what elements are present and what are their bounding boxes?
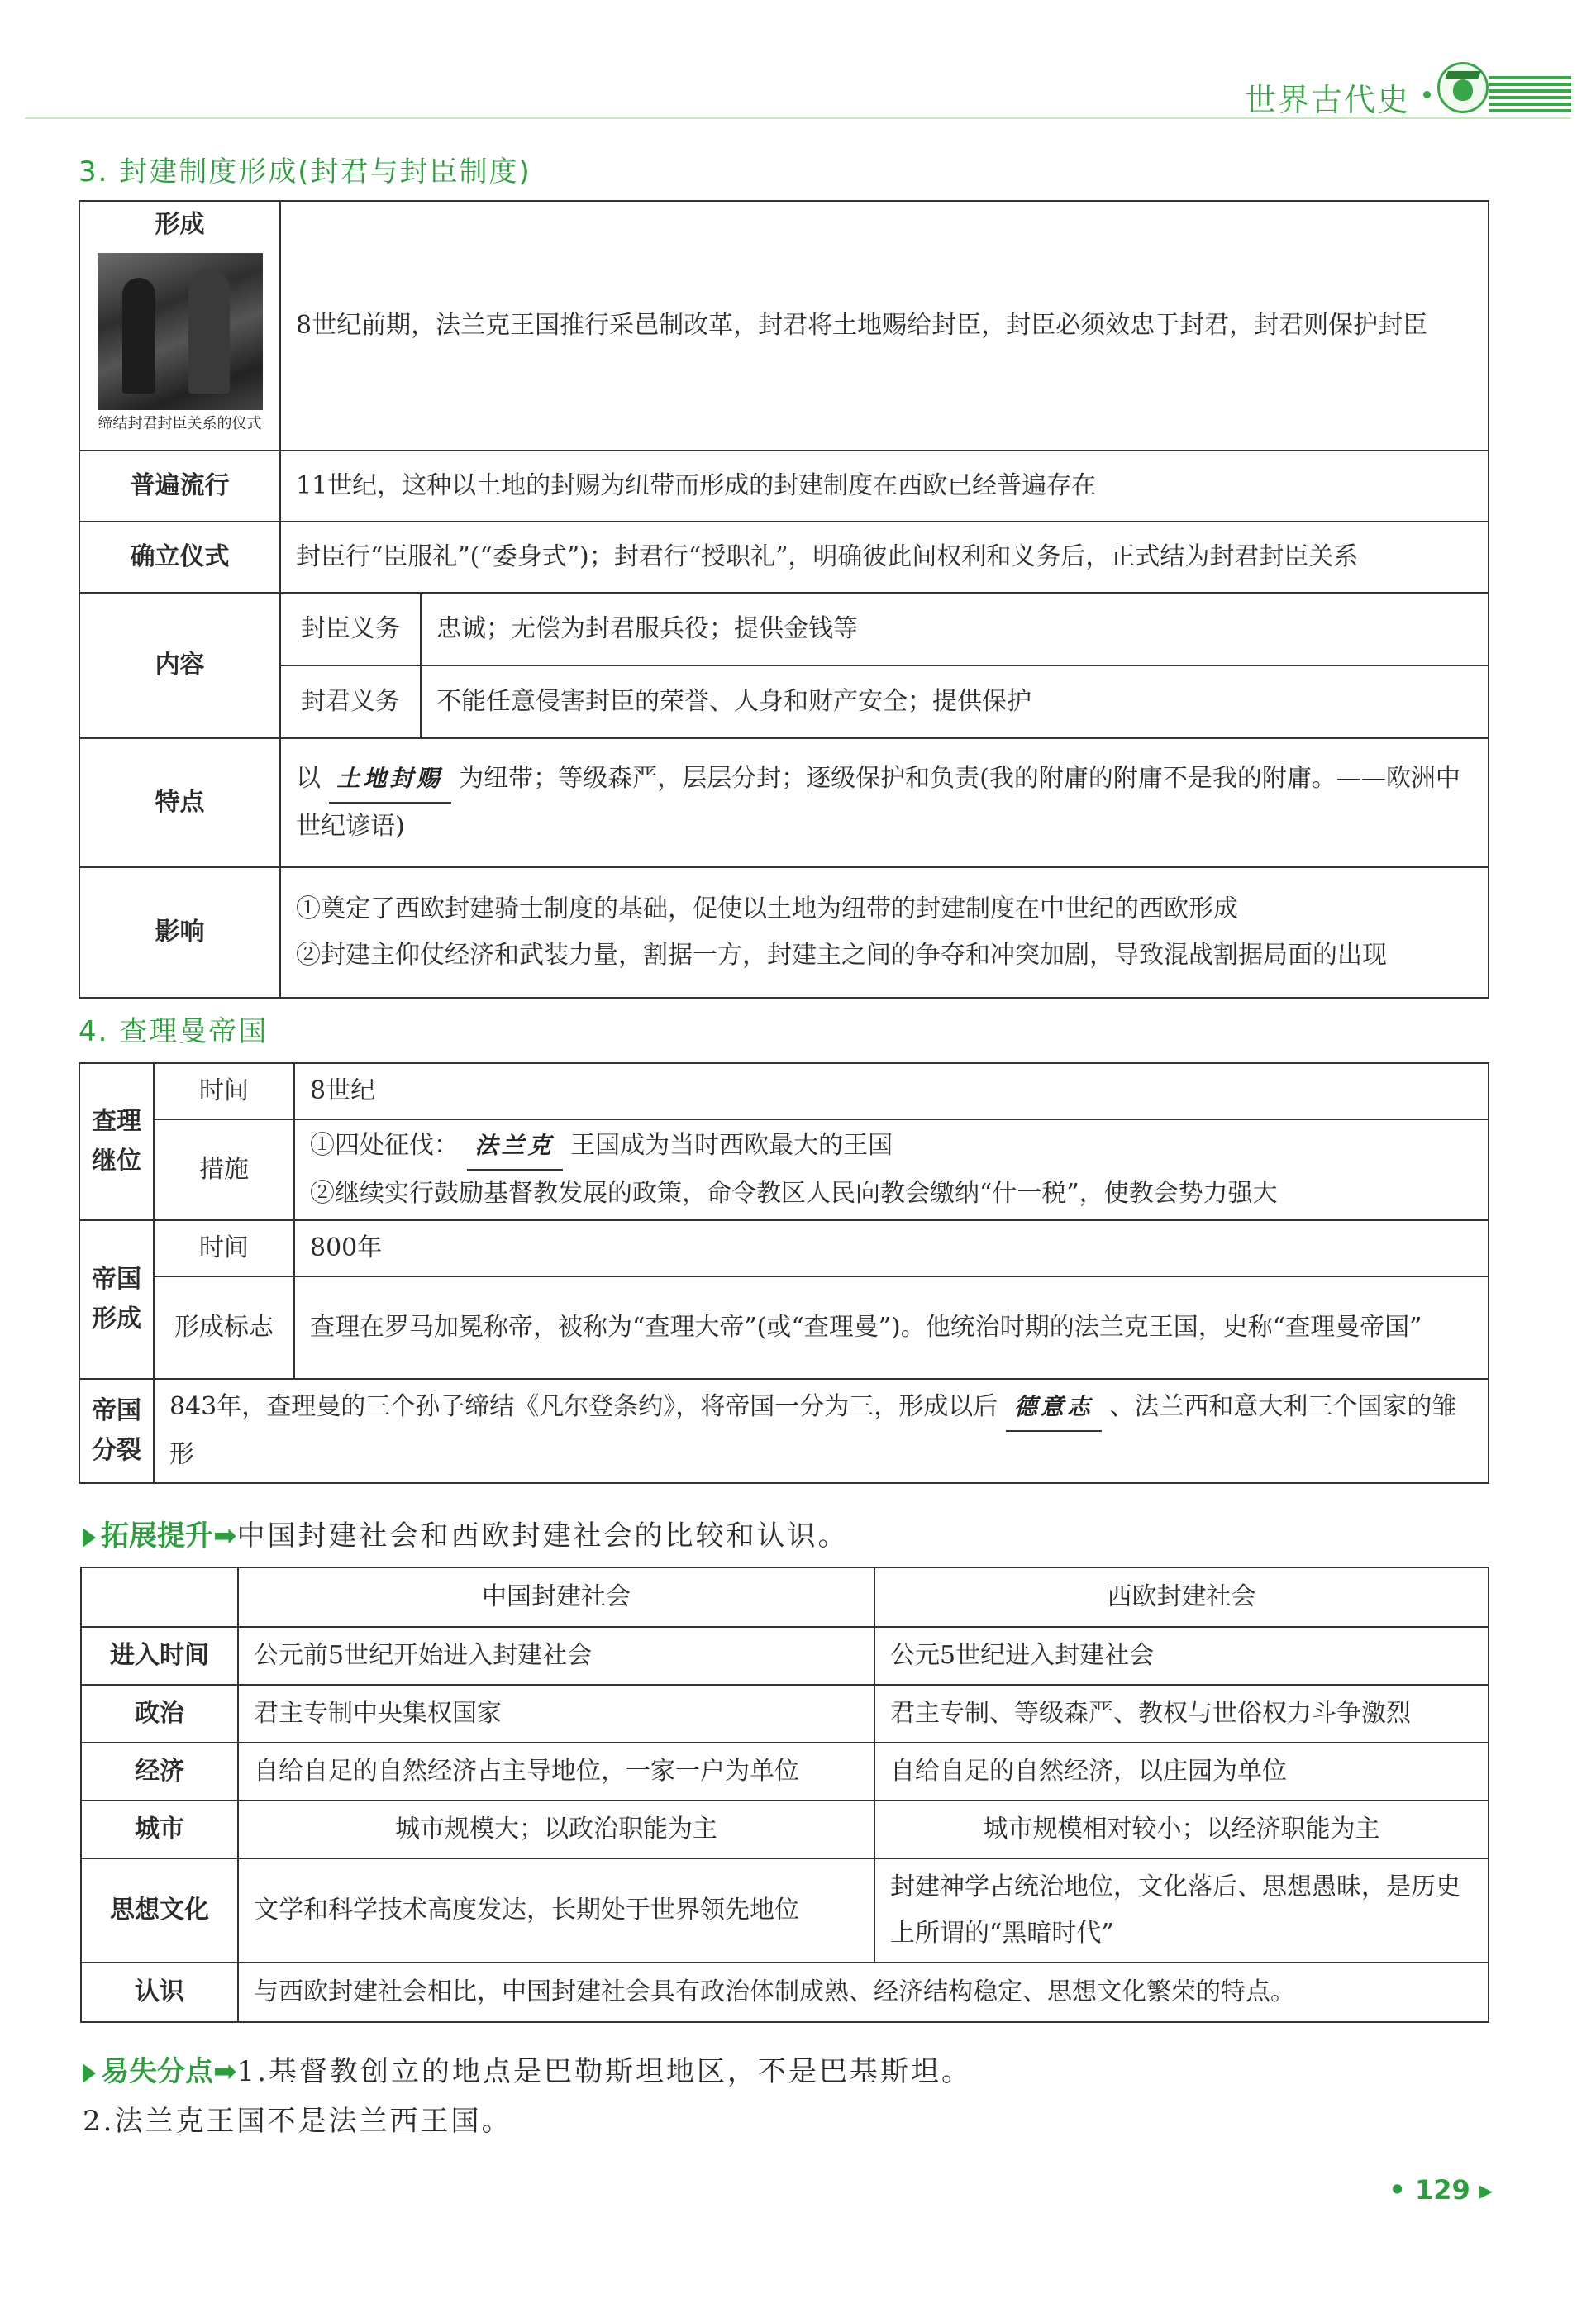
fill-blank-answer: 土地封赐 [329,756,451,804]
empire-split-label: 帝国分裂 [79,1379,154,1483]
column-header-europe: 西欧封建社会 [874,1567,1489,1627]
header-stripes-decoration [1489,76,1571,112]
arrow-icon: ➡ [213,2055,237,2088]
table-row [79,1220,1489,1276]
pitfall-banner [83,2049,972,2089]
content-label: 内容 [79,593,280,738]
table-row [79,738,1489,867]
formation-label: 形成 [155,210,205,239]
photo-caption: 缔结封君封臣关系的仪式 [98,415,262,432]
pitfall-tag: 易失分点 [101,2055,213,2088]
extension-tag: 拓展提升 [101,1519,213,1553]
arrow-icon: ➡ [213,1519,237,1553]
pitfall-line-1: 1.基督教创立的地点是巴勒斯坦地区，不是巴基斯坦。 [236,2055,972,2088]
empire-formation-label: 帝国形成 [79,1220,154,1379]
measure-line-1: ①四处征伐： 法兰克 王国成为当时西欧最大的王国 [310,1123,1473,1171]
triangle-icon [83,1528,96,1548]
conclusion-label: 认识 [81,1963,238,2022]
formation-sign-label: 形成标志 [154,1276,294,1379]
popular-text: 11世纪，这种以土地的封赐为纽带而形成的封建制度在西欧已经普遍存在 [280,451,1489,522]
triangle-icon [83,2063,96,2083]
page-number: • 129 ▸ [1389,2174,1493,2206]
fill-blank-answer: 德意志 [1006,1384,1102,1432]
extension-text: 中国封建社会和西欧封建社会的比较和认识。 [236,1519,849,1553]
table-row [79,522,1489,593]
table-row: 思想文化 文学和科学技术高度发达，长期处于世界领先地位 封建神学占统治地位，文化落后、思想愚昧，是历史上所谓的“黑暗时代” [81,1858,1489,1963]
table-row [79,451,1489,522]
formation-sign-text: 查理在罗马加冕称帝，被称为“查理大帝”(或“查理曼”)。他统治时期的法兰克王国，史称“查理曼帝国” [294,1276,1489,1379]
table-row [79,1276,1489,1379]
measure-label: 措施 [154,1119,294,1220]
ceremony-label: 确立仪式 [79,522,280,593]
influence-line-1: ①奠定了西欧封建骑士制度的基础，促使以土地为纽带的封建制度在中世纪的西欧形成 [296,894,1238,923]
feudal-system-table [79,200,1489,999]
section3-title: 3. 封建制度形成(封君与封臣制度) [79,155,531,188]
table-row [81,1963,1489,2022]
page-header [25,58,1571,124]
fill-blank-answer: 法兰克 [467,1123,563,1171]
table-row: 经济 自给自足的自然经济占主导地位，一家一户为单位 自给自足的自然经济，以庄园为单位 [81,1743,1489,1801]
table-row: 政治 君主专制中央集权国家 君主专制、等级森严、教权与世俗权力斗争激烈 [81,1685,1489,1743]
section4-title: 4. 查理曼帝国 [79,1015,269,1048]
vassal-duty-text: 忠诚；无偿为封君服兵役；提供金钱等 [421,593,1489,665]
influence-label: 影响 [79,867,280,998]
measure-line-2: ②继续实行鼓励基督教发展的政策，命令教区人民向教会缴纳“什一税”，使教会势力强大 [310,1179,1278,1208]
table-row [79,665,1489,738]
comparison-table [80,1567,1489,2023]
lord-duty-label: 封君义务 [280,665,421,738]
succession-label: 查理继位 [79,1063,154,1220]
feature-label: 特点 [79,738,280,867]
ceremony-photo [98,253,263,410]
empire-time-value: 800年 [294,1220,1489,1276]
charlemagne-table [79,1062,1489,1484]
vassal-duty-label: 封臣义务 [280,593,421,665]
table-row [79,1119,1489,1220]
lord-duty-text: 不能任意侵害封臣的荣誉、人身和财产安全；提供保护 [421,665,1489,738]
running-header-title: 世界古代史 [1244,82,1410,118]
table-row: 进入时间 公元前5世纪开始进入封建社会 公元5世纪进入封建社会 [81,1627,1489,1685]
succession-time-label: 时间 [154,1063,294,1119]
table-row [79,1063,1489,1119]
table-row: 城市 城市规模大；以政治职能为主 城市规模相对较小；以经济职能为主 [81,1801,1489,1858]
extension-banner [83,1513,849,1553]
header-dot-icon [1423,91,1431,98]
column-header-china: 中国封建社会 [238,1567,874,1627]
table-row [79,593,1489,665]
succession-time-value: 8世纪 [294,1063,1489,1119]
table-row: 帝国分裂 843年，查理曼的三个孙子缔结《凡尔登条约》，将帝国一分为三，形成以后 德意志 、法兰西和意大利三个国家的雏形 [79,1379,1489,1483]
student-mascot-icon [1437,62,1489,113]
empire-time-label: 时间 [154,1220,294,1276]
popular-label: 普遍流行 [79,451,280,522]
conclusion-text: 与西欧封建社会相比，中国封建社会具有政治体制成熟、经济结构稳定、思想文化繁荣的特点。 [238,1963,1489,2022]
pitfall-line-2: 2.法兰克王国不是法兰西王国。 [83,2105,512,2138]
ceremony-text: 封臣行“臣服礼”(“委身式”)；封君行“授职礼”，明确彼此间权利和义务后，正式结为封君封臣关系 [280,522,1489,593]
formation-text: 8世纪前期，法兰克王国推行采邑制改革，封君将土地赐给封臣，封臣必须效忠于封君，封君则保护封臣 [280,201,1489,451]
table-row [81,1567,1489,1627]
influence-line-2: ②封建主仰仗经济和武装力量，割据一方，封建主之间的争夺和冲突加剧，导致混战割据局面的出现 [296,941,1387,970]
table-row [79,867,1489,998]
feature-text: 以 土地封赐 为纽带；等级森严，层层分封；逐级保护和负责(我的附庸的附庸不是我的附庸。——欧洲中世纪谚语) [280,738,1489,867]
table-row [79,201,1489,451]
